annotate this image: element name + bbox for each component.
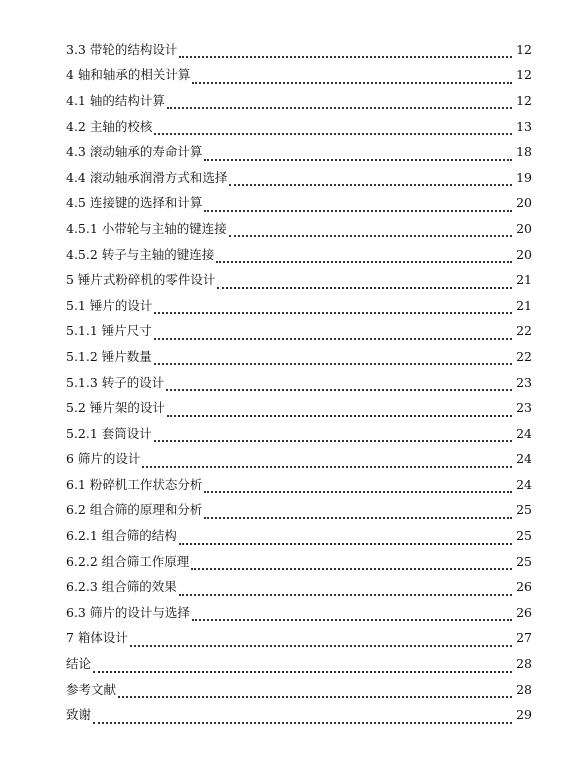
toc-entry-page-number: 25 <box>516 553 532 569</box>
toc-list <box>0 37 579 728</box>
toc-entry-title: 6.2.1 组合筛的结构 <box>66 528 177 544</box>
toc-entry-page-number: 27 <box>516 630 532 646</box>
toc-entry-title: 6.3 筛片的设计与选择 <box>66 604 190 620</box>
toc-entry-title: 4.1 轴的结构计算 <box>66 92 165 108</box>
toc-dot-leader <box>179 584 512 596</box>
toc-entry-page-number: 24 <box>516 476 532 492</box>
toc-entry-title: 6.1 粉碎机工作状态分析 <box>66 476 203 492</box>
toc-entry-page-number: 24 <box>516 425 532 441</box>
toc-entry[interactable] <box>66 651 532 677</box>
toc-entry[interactable] <box>66 370 532 396</box>
table-of-contents <box>0 37 579 728</box>
toc-entry-title: 5.1.3 转子的设计 <box>66 374 165 390</box>
toc-dot-leader <box>204 507 512 519</box>
toc-dot-leader <box>179 533 512 545</box>
toc-entry-page-number: 19 <box>516 169 532 185</box>
toc-entry-title: 5.1 锤片的设计 <box>66 297 153 313</box>
toc-entry-title: 6.2.2 组合筛工作原理 <box>66 553 190 569</box>
toc-dot-leader <box>93 712 512 724</box>
toc-entry[interactable] <box>66 421 532 447</box>
toc-entry-page-number: 22 <box>516 348 532 364</box>
toc-entry-title: 5.1.2 锤片数量 <box>66 348 152 364</box>
toc-dot-leader <box>154 302 512 314</box>
toc-entry-page-number: 28 <box>516 681 532 697</box>
toc-entry[interactable] <box>66 574 532 600</box>
toc-entry[interactable] <box>66 191 532 217</box>
toc-dot-leader <box>93 661 512 673</box>
toc-entry[interactable] <box>66 293 532 319</box>
toc-entry[interactable] <box>66 242 532 268</box>
toc-dot-leader <box>167 405 512 417</box>
toc-entry-page-number: 20 <box>516 246 532 262</box>
toc-entry-page-number: 24 <box>516 451 532 467</box>
toc-entry-page-number: 29 <box>516 707 532 723</box>
toc-dot-leader <box>166 379 512 391</box>
toc-entry[interactable] <box>66 702 532 728</box>
toc-entry-page-number: 28 <box>516 656 532 672</box>
toc-dot-leader <box>179 46 512 58</box>
toc-dot-leader <box>192 72 512 84</box>
toc-dot-leader <box>204 481 512 493</box>
toc-entry[interactable] <box>66 523 532 549</box>
toc-dot-leader <box>204 149 512 161</box>
toc-entry-page-number: 18 <box>516 144 532 160</box>
toc-entry[interactable] <box>66 139 532 165</box>
toc-dot-leader <box>154 328 512 340</box>
toc-entry-page-number: 12 <box>516 41 532 57</box>
toc-entry-page-number: 23 <box>516 374 532 390</box>
toc-entry-page-number: 26 <box>516 604 532 620</box>
toc-entry-page-number: 25 <box>516 502 532 518</box>
toc-dot-leader <box>204 200 512 212</box>
toc-entry[interactable] <box>66 319 532 345</box>
toc-entry-page-number: 23 <box>516 400 532 416</box>
toc-dot-leader <box>154 353 512 365</box>
toc-entry-page-number: 20 <box>516 195 532 211</box>
toc-dot-leader <box>130 635 512 647</box>
toc-entry-title: 6 筛片的设计 <box>66 451 141 467</box>
toc-entry[interactable] <box>66 600 532 626</box>
toc-dot-leader <box>191 558 512 570</box>
toc-entry-title: 5.1.1 锤片尺寸 <box>66 323 152 339</box>
toc-dot-leader <box>142 456 512 468</box>
toc-entry[interactable] <box>66 216 532 242</box>
toc-entry-title: 4.4 滚动轴承润滑方式和选择 <box>66 169 228 185</box>
toc-entry[interactable] <box>66 267 532 293</box>
toc-entry-page-number: 12 <box>516 67 532 83</box>
toc-entry-title: 5.2 锤片架的设计 <box>66 400 165 416</box>
toc-entry[interactable] <box>66 395 532 421</box>
toc-entry[interactable] <box>66 344 532 370</box>
toc-entry-page-number: 13 <box>516 118 532 134</box>
toc-entry[interactable] <box>66 472 532 498</box>
toc-entry[interactable] <box>66 498 532 524</box>
toc-dot-leader <box>192 609 512 621</box>
toc-entry[interactable] <box>66 63 532 89</box>
toc-entry-title: 5.2.1 套筒设计 <box>66 425 152 441</box>
toc-entry[interactable] <box>66 626 532 652</box>
toc-entry[interactable] <box>66 88 532 114</box>
toc-entry-title: 4 轴和轴承的相关计算 <box>66 67 191 83</box>
toc-entry-title: 参考文献 <box>66 681 117 697</box>
toc-entry[interactable] <box>66 37 532 63</box>
toc-dot-leader <box>154 430 512 442</box>
toc-entry-title: 4.3 滚动轴承的寿命计算 <box>66 144 203 160</box>
toc-entry-title: 5 锤片式粉碎机的零件设计 <box>66 272 216 288</box>
toc-dot-leader <box>154 123 512 135</box>
toc-entry-title: 结论 <box>66 656 92 672</box>
toc-dot-leader <box>217 277 512 289</box>
toc-entry-title: 3.3 带轮的结构设计 <box>66 41 178 57</box>
toc-entry-title: 4.5.1 小带轮与主轴的键连接 <box>66 220 227 236</box>
toc-entry[interactable] <box>66 114 532 140</box>
toc-entry-page-number: 12 <box>516 92 532 108</box>
toc-entry-page-number: 22 <box>516 323 532 339</box>
toc-entry[interactable] <box>66 677 532 703</box>
toc-entry-page-number: 25 <box>516 528 532 544</box>
toc-entry[interactable] <box>66 165 532 191</box>
toc-entry-title: 4.5 连接键的选择和计算 <box>66 195 203 211</box>
toc-entry-title: 6.2.3 组合筛的效果 <box>66 579 177 595</box>
toc-entry-title: 4.2 主轴的校核 <box>66 118 153 134</box>
toc-dot-leader <box>229 174 512 186</box>
toc-dot-leader <box>118 686 512 698</box>
toc-dot-leader <box>229 225 512 237</box>
toc-entry[interactable] <box>66 549 532 575</box>
toc-entry-title: 4.5.2 转子与主轴的键连接 <box>66 246 215 262</box>
toc-entry[interactable] <box>66 447 532 473</box>
toc-entry-page-number: 20 <box>516 220 532 236</box>
toc-entry-title: 6.2 组合筛的原理和分析 <box>66 502 203 518</box>
toc-entry-title: 致谢 <box>66 707 92 723</box>
toc-entry-page-number: 21 <box>516 297 532 313</box>
toc-dot-leader <box>167 97 512 109</box>
toc-entry-page-number: 26 <box>516 579 532 595</box>
toc-entry-title: 7 箱体设计 <box>66 630 128 646</box>
toc-entry-page-number: 21 <box>516 272 532 288</box>
toc-dot-leader <box>216 251 512 263</box>
